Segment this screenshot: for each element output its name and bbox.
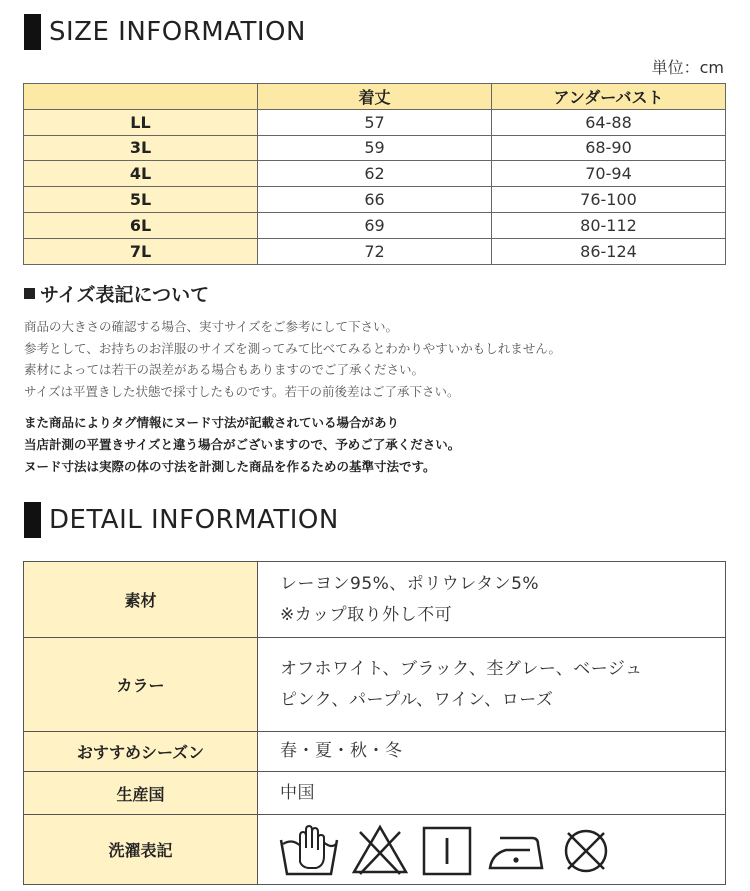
size-label: 4L	[24, 161, 258, 187]
section-marker	[24, 502, 41, 538]
note-line: サイズは平置きした状態で採寸したものです。若干の前後差はご了承下さい。	[24, 383, 460, 399]
detail-label: 素材	[24, 562, 258, 638]
under-bust-cell: 80-112	[492, 212, 726, 238]
table-row	[24, 135, 726, 161]
size-label: 5L	[24, 187, 258, 213]
color-line: ピンク、パープル、ワイン、ローズ	[280, 689, 554, 710]
note-line: 参考として、お持ちのお洋服のサイズを測ってみて比べてみるとわかりやすいかもしれません。	[24, 340, 562, 356]
do-not-dry-clean-icon	[558, 822, 614, 878]
detail-label: 洗濯表記	[24, 815, 258, 885]
detail-row-country	[24, 772, 726, 815]
length-cell: 66	[258, 187, 492, 213]
bold-note-line: ヌード寸法は実際の体の寸法を計測した商品を作るための基準寸法です。	[24, 459, 436, 474]
under-bust-cell: 64-88	[492, 109, 726, 135]
color-line: オフホワイト、ブラック、杢グレー、ベージュ	[280, 658, 643, 679]
hand-wash-icon	[278, 822, 340, 878]
detail-row-color	[24, 638, 726, 732]
size-label: 6L	[24, 212, 258, 238]
column-header-length: 着丈	[258, 84, 492, 110]
about-size-notes	[24, 316, 561, 402]
material-note-line: ※カップ取り外し不可	[280, 604, 453, 625]
size-label: 3L	[24, 135, 258, 161]
country-line: 中国	[280, 782, 315, 803]
material-line: レーヨン95%、ポリウレタン5%	[280, 573, 540, 594]
length-cell: 59	[258, 135, 492, 161]
laundry-icons	[258, 815, 726, 885]
length-cell: 57	[258, 109, 492, 135]
table-row	[24, 212, 726, 238]
detail-row-material	[24, 562, 726, 638]
table-row	[24, 238, 726, 264]
bold-note-line: また商品によりタグ情報にヌード寸法が記載されている場合があり	[24, 415, 400, 430]
size-section-header	[24, 14, 306, 50]
about-size-title: サイズ表記について	[40, 284, 210, 306]
detail-table	[23, 561, 726, 885]
length-cell: 62	[258, 161, 492, 187]
detail-section-title: DETAIL INFORMATION	[49, 505, 339, 535]
note-line: 素材によっては若干の誤差がある場合もありますのでご了承ください。	[24, 362, 425, 377]
detail-section-header	[24, 502, 339, 538]
table-row	[24, 109, 726, 135]
section-marker	[24, 14, 41, 50]
detail-value	[258, 638, 726, 732]
detail-row-season	[24, 732, 726, 772]
unit-label: 単位：cm	[651, 58, 724, 77]
size-label: 7L	[24, 238, 258, 264]
bold-note-line: 当店計測の平置きサイズと違う場合がございますので、予めご了承ください。	[24, 437, 461, 452]
under-bust-cell: 70-94	[492, 161, 726, 187]
column-header-under-bust: アンダーバスト	[492, 84, 726, 110]
under-bust-cell: 68-90	[492, 135, 726, 161]
table-row	[24, 161, 726, 187]
care-symbols	[278, 822, 725, 878]
nude-size-notes	[24, 412, 460, 478]
length-cell: 69	[258, 212, 492, 238]
size-section-title: SIZE INFORMATION	[49, 17, 306, 47]
size-table-corner	[24, 84, 258, 110]
detail-label: おすすめシーズン	[24, 732, 258, 772]
length-cell: 72	[258, 238, 492, 264]
do-not-bleach-icon	[350, 822, 410, 878]
detail-label: カラー	[24, 638, 258, 732]
detail-value	[258, 562, 726, 638]
size-label: LL	[24, 109, 258, 135]
about-size-heading	[24, 280, 209, 307]
season-line: 春・夏・秋・冬	[280, 741, 403, 761]
size-table	[23, 83, 726, 265]
table-row	[24, 187, 726, 213]
under-bust-cell: 86-124	[492, 238, 726, 264]
line-dry-icon	[420, 822, 476, 878]
iron-low-icon	[486, 822, 548, 878]
detail-value	[258, 772, 726, 815]
detail-row-laundry	[24, 815, 726, 885]
detail-label: 生産国	[24, 772, 258, 815]
note-line: 商品の大きさの確認する場合、実寸サイズをご参考にして下さい。	[24, 319, 399, 334]
bullet-square-icon	[24, 288, 35, 299]
detail-value	[258, 732, 726, 772]
size-table-header-row	[24, 84, 726, 110]
under-bust-cell: 76-100	[492, 187, 726, 213]
